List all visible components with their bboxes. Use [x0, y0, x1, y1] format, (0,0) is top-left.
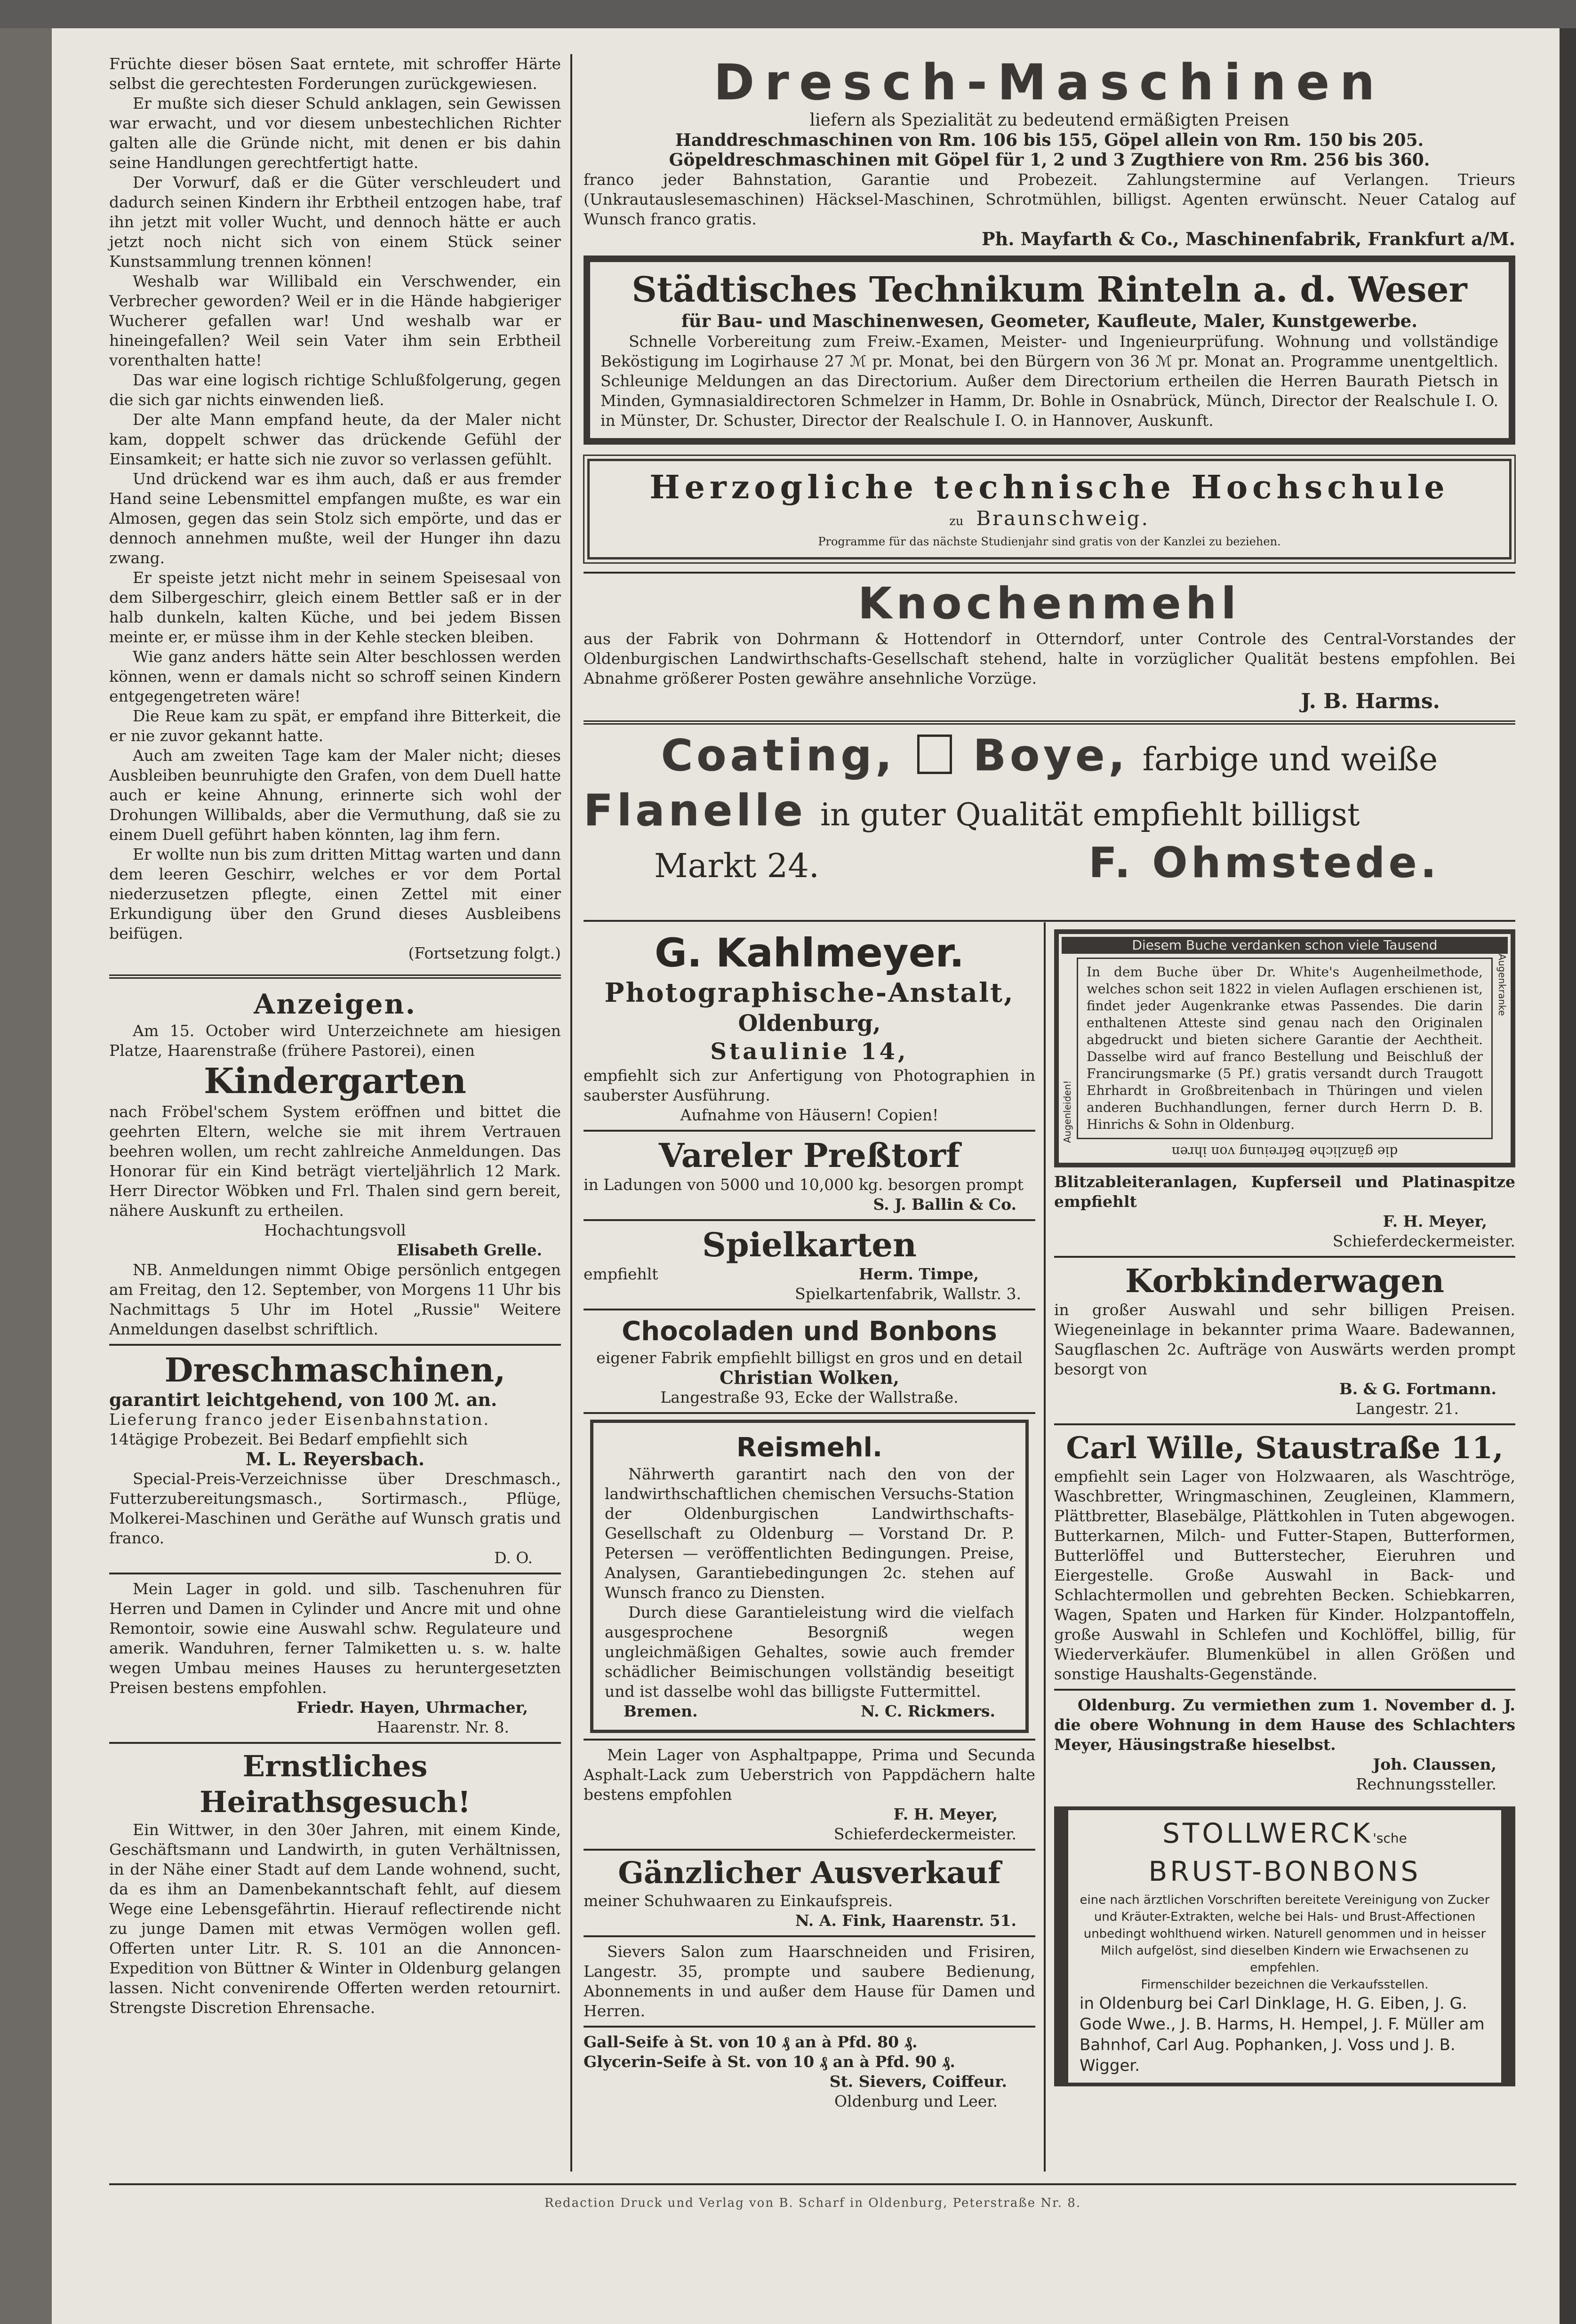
korb-text: in großer Auswahl und sehr billigen Preisen. Wiegeneinlage in bekannter prima Waare. Badewannen, Saugflaschen 2c. Aufträge von Auswärts werden prompt besorgt von [1054, 1301, 1515, 1378]
divider [584, 1309, 1035, 1310]
divider [584, 1739, 1035, 1741]
divider [109, 974, 561, 979]
story-paragraph: Das war eine logisch richtige Schlußfolgerung, gegen die sich gar nichts einwenden ließ. [109, 371, 561, 409]
ad-uhren [109, 1579, 561, 1737]
story-paragraph: Er speiste jetzt nicht mehr in seinem Speisesaal von dem Silbergeschirr, gleich einem Bettler saß er in der halb dunkeln, kalten Küche, und bei jedem Bissen meinte er, er müsse ihm in der Kehle stecken bleiben. [109, 568, 561, 646]
choco-address: Langestraße 93, Ecke der Wallstraße. [660, 1388, 959, 1406]
ad-reismehl [590, 1420, 1029, 1733]
ausverkauf-signature: N. A. Fink, Haarenstr. 51. [795, 1911, 1016, 1930]
dresch-big-title: Dresch-Maschinen [713, 54, 1385, 111]
stollwerck-firm: Firmenschilder bezeichnen die Verkaufsstellen. [1141, 1978, 1429, 1992]
presstorf-text: in Ladungen von 5000 und 10,000 kg. besorgen prompt [584, 1175, 1024, 1194]
kg-text: nach Fröbel'schem System eröffnen und bittet die geehrten Eltern, welche sie mit ihrem Vertrauen beehren wollen, um recht zahlreiche Anmeldungen. Das Honorar für ein Kind beträgt vierteljährlich 12 Mark. Herr Director Wöbken und Frl. Thalen sind gern bereit, nähere Auskunft zu ertheilen. [109, 1102, 561, 1220]
uhren-text: Mein Lager in gold. und silb. Taschenuhren für Herren und Damen in Cylinder und Ancre mit und ohne Remontoir, sowie eine Auswahl schw. Regulateure und amerik. Wanduhren, ferner Talmiketten u. s. w. halte wegen Umbau meines Hauses zu heruntergesetzten Preisen bestens empfohlen. [109, 1580, 561, 1697]
hochschule-title: Herzogliche technische Hochschule [649, 469, 1449, 506]
choco-line: eigener Fabrik empfiehlt billigst en gros und en detail [596, 1349, 1023, 1367]
reismehl-city: Bremen. [624, 1702, 698, 1720]
imprint-footer: Redaction Druck und Verlag von B. Scharf in Oldenburg, Peterstraße Nr. 8. [544, 2196, 1081, 2210]
ad-chocoladen [584, 1315, 1035, 1407]
ad-dreschmaschinen-small [109, 1350, 561, 1568]
wohnung-role: Rechnungssteller. [1356, 1775, 1496, 1793]
kahlmeyer-line: Staulinie 14, [710, 1038, 909, 1065]
story-paragraph: Der Vorwurf, daß er die Güter verschleudert und dadurch seinen Kindern ihr Erbtheil entzogen habe, traf ihn jetzt mit voller Wucht, und dennoch hätte er auch jetzt noch nicht sich von einem Stück seiner Kunstsammlung trennen können! [109, 173, 561, 271]
column-rule-1 [570, 54, 572, 2172]
kg-title: Kindergarten [204, 1061, 466, 1102]
wohnung-text: Oldenburg. Zu vermiethen zum 1. November d. J. die obere Wohnung in dem Hause des Schlachters Meyer, Häusingstraße hieselbst. [1054, 1696, 1515, 1754]
kg-intro: Am 15. October wird Unterzeichnete am hiesigen Platze, Haarenstraße (frühere Pastorei), einen [109, 1022, 561, 1060]
story-paragraph: Die Reue kam zu spät, er empfand ihre Bitterkeit, die er nie zuvor gekannt hatte. [109, 707, 561, 745]
heirath-text: Ein Wittwer, in den 30er Jahren, mit einem Kinde, Geschäftsmann und Landwirth, in guten Verhältnissen, in der Nähe einer Stadt auf dem Lande wohnend, sucht, da es ihm an Damenbekanntschaft fehlt, auf diesem Wege eine Lebensgefährtin. Hierauf reflectirende nicht zu junge Damen mit etwas Vermögen wollen gefl. Offerten unter Litr. R. S. 101 an die Annoncen-Expedition von Büttner & Winter in Oldenburg gelangen lassen. Nicht convenirende Offerten werden retournirt. Strengste Discretion Ehrensache. [109, 1821, 561, 2017]
ad-knochenmehl [584, 578, 1515, 715]
column-2b [1054, 929, 1515, 2086]
divider [584, 1412, 1035, 1414]
hochschule-city: Braunschweig. [976, 507, 1150, 530]
sievers-signature: St. Sievers, Coiffeur. [829, 2072, 1007, 2091]
reismehl-signature: N. C. Rickmers. [861, 1702, 995, 1720]
white-bottom: die gänzliche Befreiung von ihren [1171, 1144, 1398, 1159]
divider [109, 1573, 561, 1574]
placeholder-box [917, 735, 952, 774]
ad-carl-wille [1054, 1430, 1515, 1684]
divider [584, 1935, 1035, 1937]
ad-blitzableiter [1054, 1172, 1515, 1251]
dresch-small-line: garantirt leichtgehend, von 100 ℳ. an. [109, 1389, 497, 1410]
story-paragraph: Und drückend war es ihm auch, daß er aus fremder Hand seine Lebensmittel empfangen mußte, es war ein Almosen, gegen das sein Stolz sich empörte, und das er dennoch annehmen mußte, weil der Hunger ihn dazu zwang. [109, 470, 561, 567]
presstorf-signature: S. J. Ballin & Co. [873, 1195, 1016, 1214]
column-1 [109, 54, 561, 2018]
spielkarten-address: Spielkartenfabrik, Wallstr. 3. [795, 1285, 1021, 1303]
ad-korbkinderwagen [1054, 1262, 1515, 1419]
dresch-small-text: Special-Preis-Verzeichnisse über Dreschmasch., Futterzubereitungsmasch., Sortirmasch., Pflüge, Molkerei-Maschinen und Geräthe auf Wunsch gratis und franco. [109, 1469, 561, 1547]
hochschule-note: Programme für das nächste Studienjahr sind gratis von der Kanzlei zu beziehen. [818, 535, 1281, 548]
divider [584, 920, 1515, 922]
divider [1054, 1256, 1515, 1258]
korb-signature: B. & G. Fortmann. [1339, 1380, 1496, 1398]
sievers-line: Gall-Seife à St. von 10 ₰ an à Pfd. 80 ₰. [584, 2033, 918, 2051]
ad-heirathsgesuch [109, 1749, 561, 2018]
ad-coating-flanelle [584, 730, 1515, 888]
dresch-small-line: Lieferung franco jeder Eisenbahnstation. [109, 1410, 490, 1429]
dresch-small-initials: D. O. [494, 1549, 533, 1567]
column-2a [584, 929, 1035, 2111]
ad-dresch-maschinen [584, 54, 1515, 249]
reismehl-text2: Durch diese Garantieleistung wird die vielfach ausgesprochene Besorgniß wegen ungleichmäßigen Gehaltes, sowie auch fremder schädlicher Beimischungen vollständig beseitigt und ist dasselbe wohl das billigste Futtermittel. [605, 1603, 1014, 1701]
spielkarten-signature: Herm. Timpe, [858, 1265, 979, 1283]
ausverkauf-text: meiner Schuhwaaren zu Einkaufspreis. [584, 1892, 893, 1910]
story-paragraph: Früchte dieser bösen Saat erntete, mit schroffer Härte selbst die gerechtesten Forderungen zurückgewiesen. [109, 55, 561, 93]
dresch-big-text: franco jeder Bahnstation, Garantie und Probezeit. Zahlungstermine auf Verlangen. Trieurs (Unkrautauslesemaschinen) Häcksel-Maschinen, Schrotmühlen, billigst. Agenten erwünscht. Neuer Catalog auf Wunsch franco gratis. [584, 170, 1515, 228]
technikum-text: Schnelle Vorbereitung zum Freiw.-Examen, Meister- und Ingenieurprüfung. Wohnung und vollständige Beköstigung im Logirhause 27 ℳ pr. Monat, bei den Bürgern von 36 ℳ pr. Monat an. Programme unentgeltlich. Schleunige Meldungen an das Directorium. Außer dem Directorium ertheilen die Herren Baurath Pietsch in Minden, Gymnasialdirectoren Schmelzer in Hamm, Dr. Bohle in Osnabrück, Münch, Director der Realschule I. O. in Münster, Dr. Schuster, Director der Realschule I. O. in Hannover, Auskunft. [600, 332, 1498, 430]
kg-nb: NB. Anmeldungen nimmt Obige persönlich entgegen am Freitag, den 12. September, von Morgens 11 Uhr bis Nachmittags 5 Uhr im Hotel „Russie" Weitere Anmeldungen daselbst schriftlich. [109, 1261, 561, 1338]
dresch-small-signature: M. L. Reyersbach. [245, 1448, 425, 1469]
heirath-title: Ernstliches Heirathsgesuch! [200, 1749, 471, 1819]
stollwerck-sellers: in Oldenburg bei Carl Dinklage, H. G. Eiben, J. G. Gode Wwe., J. B. Harms, H. Hempel, J. F. Müller am Bahnhof, Carl Aug. Pophanken, J. Voss und J. B. Wigger. [1080, 1994, 1485, 2075]
ad-spielkarten [584, 1226, 1035, 1304]
asphalt-role: Schieferdeckermeister. [833, 1825, 1016, 1843]
asphalt-signature: F. H. Meyer, [893, 1805, 998, 1823]
korb-address: Langestr. 21. [1355, 1399, 1459, 1418]
sievers-city: Oldenburg und Leer. [834, 2092, 998, 2110]
uhren-address: Haarenstr. Nr. 8. [376, 1718, 509, 1736]
coating-signature: F. Ohmstede. [1088, 839, 1440, 887]
stollwerck-suffix: 'sche [1373, 1830, 1407, 1846]
ad-white-augenheil [1054, 929, 1515, 1167]
blitz-signature: F. H. Meyer, [1383, 1212, 1487, 1230]
choco-title: Chocoladen und Bonbons [622, 1316, 997, 1347]
sievers-line: Glycerin-Seife à St. von 10 ₰ an à Pfd. 90 ₰. [584, 2052, 955, 2071]
kahlmeyer-text: empfiehlt sich zur Anfertigung von Photographien in sauberster Ausführung. [584, 1066, 1035, 1104]
kahlmeyer-line: Oldenburg, [738, 1010, 881, 1037]
story-paragraph: Er wollte nun bis zum dritten Mittag warten und dann dem leeren Geschirr, welches er vor dem Portal niederzusetzen pflegte, einen Zettel mit einer Erkundigung über den Grund dieses Ausbleibens beifügen. [109, 845, 561, 942]
ad-asphalt [584, 1745, 1035, 1844]
divider [584, 572, 1515, 574]
ad-wohnung [1054, 1695, 1515, 1794]
spielkarten-pre: empfiehlt [584, 1265, 658, 1283]
blitz-role: Schieferdeckermeister. [1332, 1232, 1515, 1250]
column-rule-2 [1044, 922, 1046, 2172]
hochschule-zu: zu [949, 514, 964, 528]
white-banner: Diesem Buche verdanken schon viele Tausend [1062, 937, 1508, 954]
technikum-subtitle: für Bau- und Maschinenwesen, Geometer, Kaufleute, Maler, Kunstgewerbe. [681, 311, 1418, 331]
ad-kahlmeyer [584, 929, 1035, 1125]
anzeigen-heading: Anzeigen. [254, 988, 416, 1020]
kg-signature: Elisabeth Grelle. [396, 1241, 542, 1259]
story-paragraph: Er mußte sich dieser Schuld anklagen, sein Gewissen war erwacht, und vor diesem unbestechlichen Richter galten alle die Gründe nicht, mit denen er bis dahin seine Handlungen gerechtfertigt hatte. [109, 94, 561, 172]
flanelle-word: Flanelle [584, 785, 807, 836]
column-2-top [584, 54, 1515, 888]
ad-stollwerck [1054, 1806, 1515, 2086]
technikum-title: Städtisches Technikum Rinteln a. d. Weser [632, 270, 1467, 310]
divider [109, 1344, 561, 1346]
white-right-label: Augenkranke [1496, 954, 1508, 1016]
divider [1054, 1689, 1515, 1691]
dresch-big-line: liefern als Spezialität zu bedeutend ermäßigten Preisen [809, 111, 1289, 130]
knochenmehl-title: Knochenmehl [858, 578, 1241, 629]
ad-sievers [584, 1942, 1035, 2111]
wille-text: empfiehlt sein Lager von Holzwaaren, als Waschtröge, Waschbretter, Wringmaschinen, Zeugleinen, Klammern, Plättbretter, Blasebälge, Plättkohlen in Tuten abgewogen. Butterkarnen, Milch- und Futter-Stapen, Butterformen, Butterlöffel und Butterstecher, Eieruhren und Eiergestelle. Große Auswahl in Back- und Schlachtermollen und gebrehten Becken. Schiebkarren, Wagen, Spaten und Harken für Kinder. Holzpantoffeln, große Auswahl in Schlefen und Kochlöffel, billig, für Wiederverkäufer. Blumenkübel in allen Größen und sonstige Haushalts-Gegenstände. [1054, 1467, 1515, 1683]
choco-signature: Christian Wolken, [720, 1367, 899, 1388]
divider [584, 1219, 1035, 1221]
story-paragraph: Weshalb war Willibald ein Verschwender, ein Verbrecher geworden? Weil er in die Hände habgieriger Wucherer gefallen war! Und weshalb war er hineingefallen? Weil sein Vater ihm sein Erbtheil vorenthalten hatte! [109, 272, 561, 369]
scanner-top-strip [0, 0, 1576, 28]
dresch-big-line: Handdreschmaschinen von Rm. 106 bis 155, Göpel allein von Rm. 150 bis 205. [675, 130, 1424, 150]
uhren-signature: Friedr. Hayen, Uhrmacher, [296, 1698, 528, 1717]
spielkarten-title: Spielkarten [702, 1225, 917, 1264]
white-text-box [1077, 958, 1493, 1139]
coating-word: Coating, [661, 730, 896, 781]
footer-rule [109, 2183, 1516, 2185]
stollwerck-subtitle: BRUST-BONBONS [1148, 1855, 1421, 1887]
ad-presstorf [584, 1136, 1035, 1214]
ad-kindergarten [109, 987, 561, 1339]
presstorf-title: Vareler Preßtorf [658, 1136, 960, 1175]
kahlmeyer-name: G. Kahlmeyer. [654, 930, 965, 976]
coating-line: in guter Qualität empfiehlt billigst [820, 797, 1360, 833]
divider [584, 1849, 1035, 1851]
kahlmeyer-line: Photographische-Anstalt, [604, 977, 1015, 1008]
divider [584, 720, 1515, 725]
dresch-big-line: Göpeldreschmaschinen mit Göpel für 1, 2 und 3 Zugthiere von Rm. 256 bis 360. [669, 150, 1430, 170]
reismehl-text: Nährwerth garantirt nach den von der landwirthschaftlichen chemischen Versuchs-Station der Oldenburgischen Landwirthschafts-Gesellschaft zu Oldenburg — Vorstand Dr. P. Petersen — veröffentlichten Bedingungen. Preise, Analysen, Garantiebedingungen 2c. stehen auf Wunsch franco zu Diensten. [605, 1465, 1014, 1602]
korb-title: Korbkinderwagen [1125, 1262, 1445, 1300]
wille-title: Carl Wille, Staustraße 11, [1066, 1430, 1504, 1466]
white-left-label: Augenleiden! [1062, 1080, 1073, 1143]
ad-technikum [584, 256, 1515, 445]
farbige-word: farbige und weiße [1142, 741, 1438, 778]
dresch-small-title: Dreschmaschinen, [164, 1350, 506, 1390]
scanner-left-edge [0, 28, 52, 2324]
blitz-text: Blitzableiteranlagen, Kupferseil und Platinaspitze empfiehlt [1054, 1173, 1515, 1211]
white-text: In dem Buche über Dr. White's Augenheilmethode, welches schon seit 1822 in vielen Auflagen erschienen ist, findet jeder Augenkranke etwas Passendes. Die darin enthaltenen Atteste sind genau nach den Originalen abgedruckt und bieten sichere Garantie der Aechtheit. Dasselbe wird auf franco Bestellung und Beischluß der Francirungsmarke (5 Pf.) gratis versandt durch Traugott Ehrhardt in Großbreitenbach in Thüringen und vielen anderen Buchhandlungen, ferner durch Herrn D. B. Hinrichs & Sohn in Oldenburg. [1087, 964, 1483, 1132]
coating-address: Markt 24. [654, 847, 819, 885]
reismehl-title: Reismehl. [736, 1432, 883, 1463]
divider [584, 2026, 1035, 2028]
ausverkauf-title: Gänzlicher Ausverkauf [618, 1855, 1001, 1891]
dresch-big-signature: Ph. Mayfarth & Co., Maschinenfabrik, Frankfurt a/M. [982, 228, 1515, 249]
knochenmehl-text: aus der Fabrik von Dohrmann & Hottendorf in Otterndorf, unter Controle des Central-Vorstandes der Oldenburgischen Landwirthschafts-Gesellschaft stehend, halte in vorzüglicher Qualität bestens empfohlen. Bei Abnahme größerer Posten gewähre ansehnliche Vorzüge. [584, 630, 1515, 687]
divider [584, 1130, 1035, 1132]
scanner-right-edge [1560, 28, 1576, 2324]
ad-hochschule [587, 459, 1512, 559]
knochenmehl-signature: J. B. Harms. [1301, 689, 1440, 713]
kg-regards: Hochachtungsvoll [264, 1221, 406, 1239]
stollwerck-text: eine nach ärztlichen Vorschriften bereitete Vereinigung von Zucker und Kräuter-Extrakten, welche bei Hals- und Brust-Affectionen unbedingt wohlthuend wirken. Naturell genommen und in heisser Milch aufgelöst, sind dieselben Kindern wie Erwachsenen zu empfehlen. [1080, 1893, 1490, 1975]
dresch-small-line: 14tägige Probezeit. Bei Bedarf empfiehlt sich [109, 1430, 468, 1448]
wohnung-signature: Joh. Claussen, [1373, 1755, 1496, 1773]
serial-story [109, 54, 561, 963]
story-paragraph: Wie ganz anders hätte sein Alter beschlossen werden können, wenn er damals nicht so schroff seinen Kindern entgegengetreten wäre! [109, 647, 561, 705]
ad-ausverkauf [584, 1855, 1035, 1931]
kahlmeyer-note: Aufnahme von Häusern! Copien! [680, 1106, 939, 1124]
boye-word: Boye, [973, 730, 1129, 781]
divider [109, 1742, 561, 1744]
story-paragraph: Auch am zweiten Tage kam der Maler nicht; dieses Ausbleiben beunruhigte den Grafen, von dem Duell hatte auch er keine Ahnung, erinnerte sich wohl der Drohungen Willibalds, aber die Vermuthung, daß sie zu einem Duell geführt haben könnten, lag ihm fern. [109, 746, 561, 844]
stollwerck-title: STOLLWERCK [1162, 1817, 1373, 1849]
asphalt-text: Mein Lager von Asphaltpappe, Prima und Secunda Asphalt-Lack zum Ueberstrich von Pappdächern halte bestens empfohlen [584, 1746, 1035, 1804]
continued-note: (Fortsetzung folgt.) [408, 944, 561, 962]
story-paragraph: Der alte Mann empfand heute, da der Maler nicht kam, doppelt schwer das drückende Gefühl der Einsamkeit; er hatte sich nie zuvor so verlassen gefühlt. [109, 410, 561, 468]
sievers-text: Sievers Salon zum Haarschneiden und Frisiren, Langestr. 35, prompte und saubere Bedienung, Abonnements in und außer dem Hause für Damen und Herren. [584, 1942, 1035, 2020]
divider [1054, 1423, 1515, 1425]
